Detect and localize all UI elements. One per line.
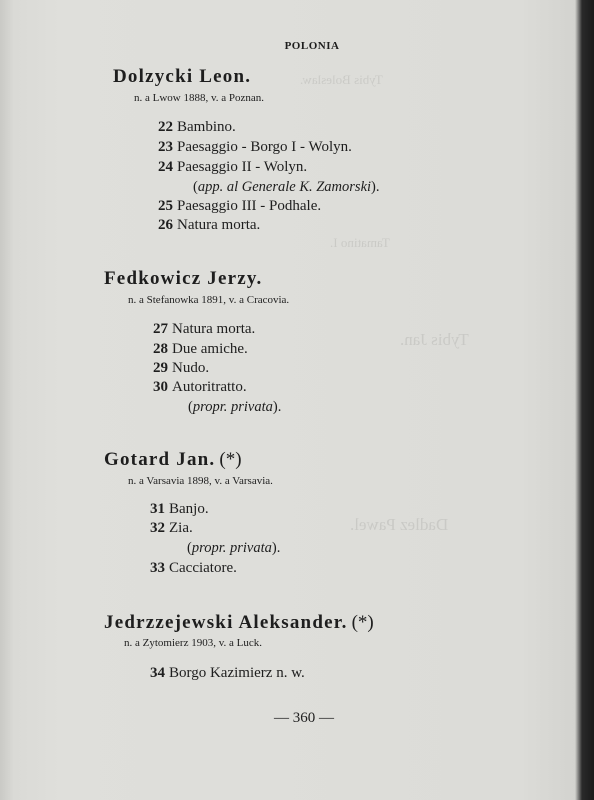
catalogue-number: 28	[153, 341, 168, 357]
work-title: Banjo.	[169, 501, 209, 517]
work-title: Due amiche.	[172, 341, 248, 357]
artist-name	[104, 612, 374, 634]
artist-asterisk-mark: (*)	[351, 612, 374, 633]
work-title: Nudo.	[172, 360, 210, 376]
artist-bio: n. a Stefanowka 1891, v. a Cracovia.	[128, 294, 290, 306]
artist-bio: n. a Lwow 1888, v. a Poznan.	[134, 92, 265, 104]
ownership-note-text: app. al Generale K. Zamorski	[197, 179, 372, 195]
work-title: Paesaggio - Borgo I - Wolyn.	[177, 139, 352, 155]
ownership-note-text: propr. privata	[191, 540, 272, 556]
show-through-text: Tybis Boleslaw.	[300, 72, 383, 87]
work-item	[148, 321, 255, 338]
ownership-note: (propr. privata).	[188, 399, 282, 415]
catalogue-number: 32	[150, 520, 165, 536]
work-item	[148, 379, 247, 396]
work-item	[145, 520, 193, 537]
artist-bio: n. a Zytomierz 1903, v. a Luck.	[124, 637, 262, 649]
artist-name-text: Dolzycki Leon.	[113, 66, 252, 87]
catalogue-number: 33	[150, 560, 165, 576]
show-through-text: Dadlez Pawel.	[350, 515, 449, 534]
catalogue-number: 23	[158, 139, 173, 155]
work-title: Paesaggio III - Podhale.	[177, 198, 322, 214]
work-item	[153, 119, 236, 136]
work-title: Autoritratto.	[172, 379, 247, 395]
work-title: Cacciatore.	[169, 560, 237, 576]
work-item	[145, 501, 209, 518]
artist-bio: n. a Varsavia 1898, v. a Varsavia.	[128, 475, 273, 487]
work-item	[148, 341, 248, 358]
catalogue-number: 25	[158, 198, 173, 214]
work-item	[153, 198, 321, 215]
catalogue-number: 27	[153, 321, 168, 337]
work-item	[148, 360, 209, 377]
work-title: Natura morta.	[177, 217, 261, 233]
ownership-note: (app. al Generale K. Zamorski).	[193, 179, 380, 195]
artist-asterisk-mark: (*)	[219, 449, 242, 470]
work-title: Borgo Kazimierz n. w.	[169, 665, 305, 681]
running-head: POLONIA	[284, 40, 340, 52]
work-title: Paesaggio II - Wolyn.	[177, 159, 308, 175]
catalogue-number: 29	[153, 360, 168, 376]
artist-name-text: Gotard Jan.	[104, 449, 216, 470]
work-title: Zia.	[169, 520, 193, 536]
work-item	[153, 217, 260, 234]
work-title: Bambino.	[177, 119, 236, 135]
work-item	[153, 159, 307, 176]
artist-name-text: Fedkowicz Jerzy.	[104, 268, 263, 289]
work-item	[153, 139, 352, 156]
catalogue-number: 24	[158, 159, 173, 175]
ownership-note-text: propr. privata	[192, 399, 273, 415]
artist-name	[113, 66, 251, 88]
artist-name	[104, 449, 242, 471]
show-through-text: Tybis Jan.	[400, 330, 469, 349]
work-item	[145, 665, 305, 682]
catalogue-number: 22	[158, 119, 173, 135]
catalogue-number: 31	[150, 501, 165, 517]
catalogue-number: 26	[158, 217, 173, 233]
work-title: Natura morta.	[172, 321, 256, 337]
catalogue-number: 34	[150, 665, 165, 681]
artist-name-text: Jedrzzejewski Aleksander.	[104, 612, 348, 633]
catalogue-number: 30	[153, 379, 168, 395]
artist-name	[104, 268, 263, 290]
ownership-note: (propr. privata).	[187, 540, 281, 556]
page-number: — 360 —	[274, 710, 334, 726]
work-item	[145, 560, 237, 577]
show-through-text: Tamatino I.	[330, 235, 390, 250]
